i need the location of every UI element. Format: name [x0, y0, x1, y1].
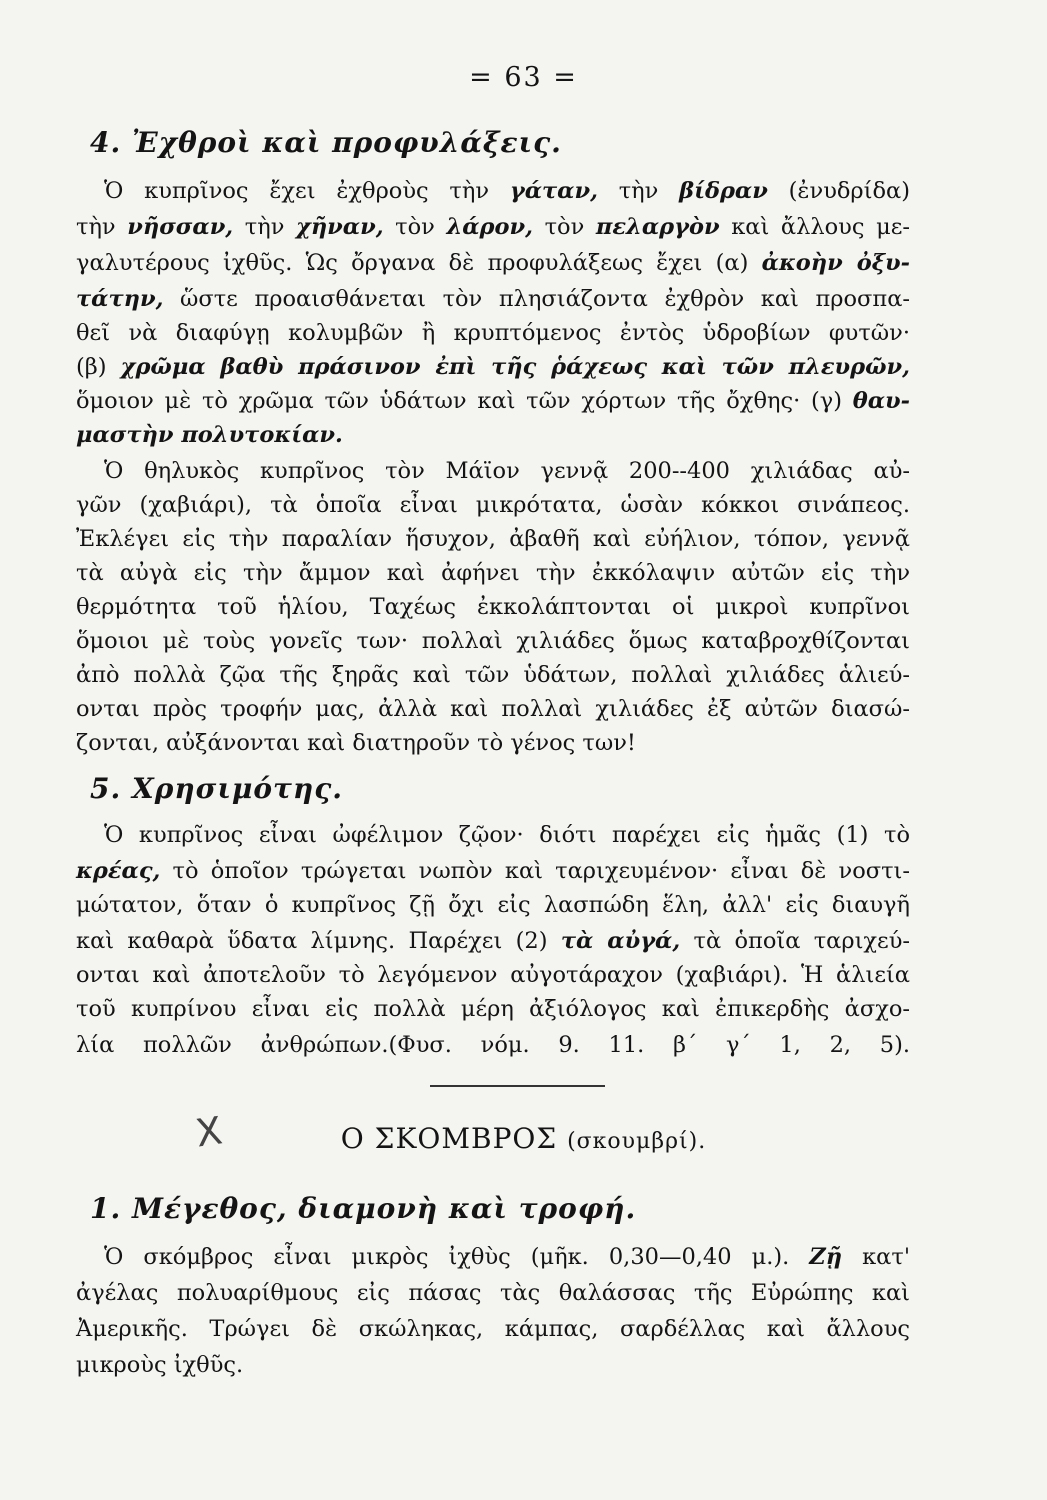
paragraph-line: τοῦ κυπρίνου εἶναι εἰς πολλὰ μέρη ἀξιόλογος καὶ ἐπικερδὴς ἀσχο-	[76, 996, 910, 1022]
paragraph-line: τὴν νῆσσαν, τὴν χῆναν, τὸν λάρον, τὸν πελαργὸν καὶ ἄλλους με-	[76, 214, 910, 240]
paragraph-line: (β) χρῶμα βαθὺ πράσινον ἐπὶ τῆς ῥάχεως καὶ τῶν πλευρῶν,	[76, 354, 910, 380]
paragraph-line: λία πολλῶν ἀνθρώπων.(Φυσ. νόμ. 9. 11. β΄ γ΄ 1, 2, 5).	[76, 1032, 910, 1058]
paragraph-line: γῶν (χαβιάρι), τὰ ὁποῖα εἶναι μικρότατα, ὡσὰν κόκκοι σινάπεος.	[76, 492, 910, 518]
margin-mark: X	[193, 1108, 225, 1156]
paragraph-line: Ἐκλέγει εἰς τὴν παραλίαν ἥσυχον, ἀβαθῆ καὶ εὐήλιον, τόπον, γεννᾷ	[76, 526, 910, 552]
paragraph-line: ονται πρὸς τροφήν μας, ἀλλὰ καὶ πολλαὶ χιλιάδες ἐξ αὐτῶν διασώ-	[76, 696, 910, 722]
paragraph-line: ἀγέλας πολυαρίθμους εἰς πάσας τὰς θαλάσσας τῆς Εὐρώπης καὶ	[76, 1280, 910, 1306]
section-4-heading: 4. Ἐχθροὶ καὶ προφυλάξεις.	[90, 126, 562, 159]
paragraph-line: Ὁ κυπρῖνος ἔχει ἐχθροὺς τὴν γάταν, τὴν βίδραν (ἐνυδρίδα)	[104, 178, 910, 204]
paragraph-line: ζονται, αὐξάνονται καὶ διατηροῦν τὸ γένος των!	[76, 730, 636, 756]
page-number: = 63 =	[469, 62, 578, 93]
section-1-heading: 1. Μέγεθος, διαμονὴ καὶ τροφή.	[90, 1192, 637, 1225]
paragraph-line: ὅμοιοι μὲ τοὺς γονεῖς των· πολλαὶ χιλιάδες ὅμως καταβροχθίζονται	[76, 628, 910, 654]
paragraph-line: ἀπὸ πολλὰ ζῷα τῆς ξηρᾶς καὶ τῶν ὑδάτων, πολλαὶ χιλιάδες ἁλιεύ-	[76, 662, 910, 688]
paragraph-line: ονται καὶ ἀποτελοῦν τὸ λεγόμενον αὐγοτάραχον (χαβιάρι). Ἡ ἁλιεία	[76, 962, 910, 988]
paragraph-line: τὰ αὐγὰ εἰς τὴν ἄμμον καὶ ἀφήνει τὴν ἐκκόλαψιν αὐτῶν εἰς τὴν	[76, 560, 910, 586]
section-divider	[430, 1085, 605, 1087]
paragraph-line: θεῖ νὰ διαφύγῃ κολυμβῶν ἢ κρυπτόμενος ἐντὸς ὑδροβίων φυτῶν·	[76, 320, 910, 346]
paragraph-line: μαστὴν πολυτοκίαν.	[76, 422, 343, 448]
section-5-heading: 5. Χρησιμότης.	[90, 772, 344, 805]
paragraph-line: τάτην, ὥστε προαισθάνεται τὸν πλησιάζοντα ἐχθρὸν καὶ προσπα-	[76, 286, 910, 312]
paragraph-line: ὅμοιον μὲ τὸ χρῶμα τῶν ὑδάτων καὶ τῶν χόρτων τῆς ὄχθης· (γ) θαυ-	[76, 388, 910, 414]
paragraph-line: θερμότητα τοῦ ἡλίου, Ταχέως ἐκκολάπτονται οἱ μικροὶ κυπρῖνοι	[76, 594, 910, 620]
paragraph-line: Ἀμερικῆς. Τρώγει δὲ σκώληκας, κάμπας, σαρδέλλας καὶ ἄλλους	[76, 1316, 910, 1342]
paragraph-line: Ὁ κυπρῖνος εἶναι ὠφέλιμον ζῷον· διότι παρέχει εἰς ἡμᾶς (1) τὸ	[104, 822, 910, 848]
paragraph-line: Ὁ θηλυκὸς κυπρῖνος τὸν Μάϊον γεννᾷ 200--400 χιλιάδας αὐ-	[104, 458, 910, 484]
citation: (Φυσ. νόμ. 9. 11. β΄ γ΄ 1, 2, 5).	[388, 1032, 910, 1058]
paragraph-line: καὶ καθαρὰ ὕδατα λίμνης. Παρέχει (2) τὰ αὐγά, τὰ ὁποῖα ταριχεύ-	[76, 928, 910, 954]
paragraph-line: γαλυτέρους ἰχθῦς. Ὡς ὄργανα δὲ προφυλάξεως ἔχει (α) ἀκοὴν ὀξυ-	[76, 250, 910, 276]
paragraph-line: Ὁ σκόμβρος εἶναι μικρὸς ἰχθὺς (μῆκ. 0,30—0,40 μ.). Ζῇ κατ'	[104, 1244, 911, 1270]
paragraph-line: μώτατον, ὅταν ὁ κυπρῖνος ζῇ ὄχι εἰς λασπώδη ἕλη, ἀλλ' εἰς διαυγῆ	[76, 892, 910, 918]
paragraph-line: μικροὺς ἰχθῦς.	[76, 1352, 244, 1378]
paragraph-line: κρέας, τὸ ὁποῖον τρώγεται νωπὸν καὶ ταριχευμένον· εἶναι δὲ νοστι-	[76, 858, 910, 884]
chapter-title: Ο ΣΚΟΜΒΡΟΣ (σκουμβρί).	[340, 1122, 707, 1155]
